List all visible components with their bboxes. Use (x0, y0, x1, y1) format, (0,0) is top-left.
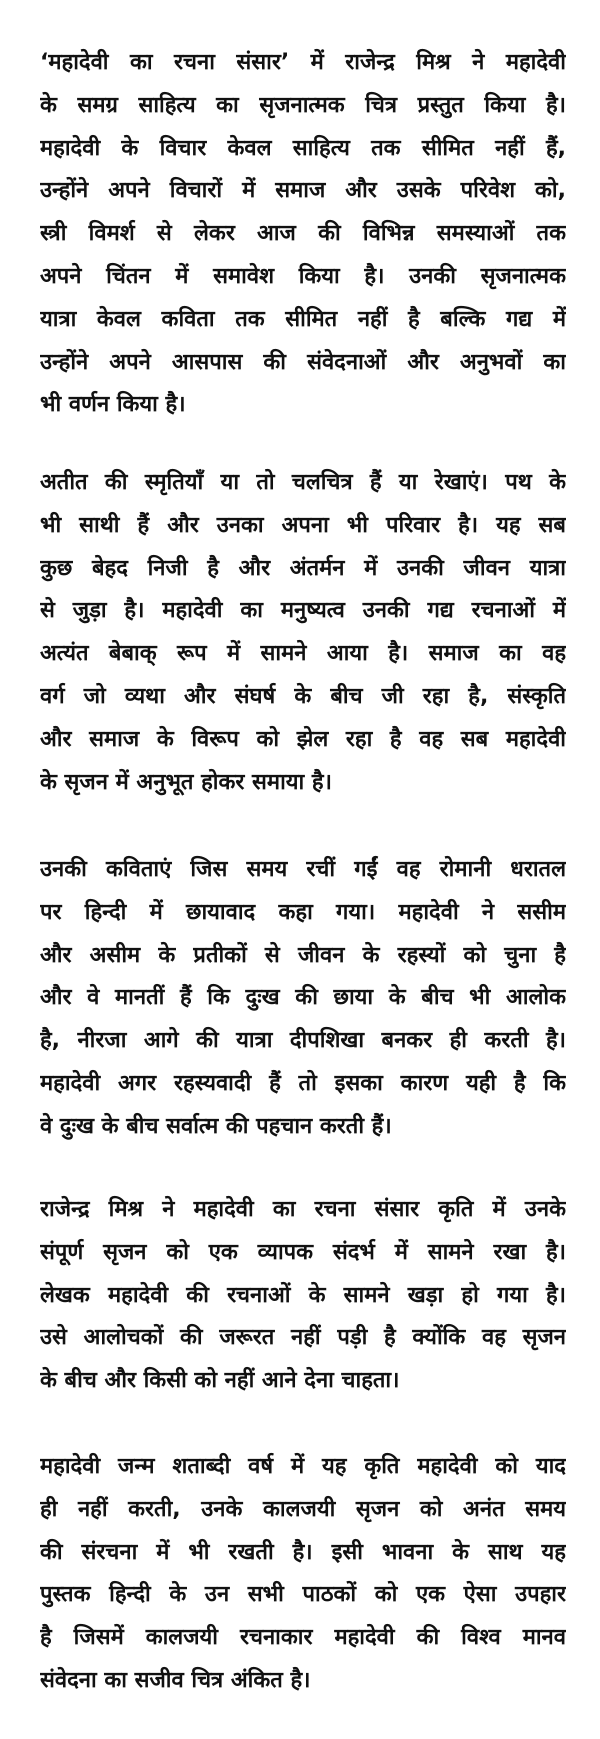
text-line: पर हिन्दी में छायावाद कहा गया। महादेवी ने ससीम (40, 899, 566, 925)
text-line: है जिसमें कालजयी रचनाकार महादेवी की विश्व मानव (40, 1625, 566, 1651)
text-line: उन्होंने अपने विचारों में समाज और उसके परिवेश को, (40, 178, 566, 204)
text-line: अतीत की स्मृतियाँ या तो चलचित्र हैं या रेखाएं। पथ के (40, 470, 566, 495)
text-line: उन्होंने अपने आसपास की संवेदनाओं और अनुभवों का (40, 349, 566, 375)
text-line: महादेवी जन्म शताब्दी वर्ष में यह कृति महादेवी को याद (40, 1454, 566, 1479)
text-line: की संरचना में भी रखती है। इसी भावना के साथ यह (40, 1539, 566, 1565)
text-line: कुछ बेहद निजी है और अंतर्मन में उनकी जीवन यात्रा (40, 555, 566, 581)
text-line: है, नीरजा आगे की यात्रा दीपशिखा बनकर ही करती है। (40, 1028, 566, 1054)
text-line: अपने चिंतन में समावेश किया है। उनकी सृजनात्मक (40, 263, 566, 289)
text-line: वर्ग जो व्यथा और संघर्ष के बीच जी रहा है, संस्कृति (40, 683, 566, 709)
text-line: भी वर्णन किया है। (40, 392, 186, 418)
text-line: राजेन्द्र मिश्र ने महादेवी का रचना संसार कृति में उनके (40, 1197, 566, 1222)
text-line: यात्रा केवल कविता तक सीमित नहीं है बल्कि गद्य में (40, 306, 566, 332)
paragraph (40, 1189, 566, 1403)
text-line: लेखक महादेवी की रचनाओं के सामने खड़ा हो गया है। (40, 1282, 566, 1308)
text-line: उनकी कविताएं जिस समय रचीं गईं वह रोमानी धरातल (40, 857, 566, 882)
paragraph (40, 42, 566, 427)
text-line: और असीम के प्रतीकों से जीवन के रहस्यों को चुना है (40, 942, 566, 968)
text-line: और वे मानतीं हैं कि दुःख की छाया के बीच भी आलोक (40, 985, 566, 1011)
text-line: के बीच और किसी को नहीं आने देना चाहता। (40, 1368, 400, 1394)
text-line: पुस्तक हिन्दी के उन सभी पाठकों को एक ऐसा उपहार (40, 1582, 566, 1608)
paragraph (40, 1446, 566, 1703)
paragraph (40, 462, 566, 804)
text-line: महादेवी अगर रहस्यवादी हैं तो इसका कारण यही है कि (40, 1070, 566, 1096)
text-line: संवेदना का सजीव चित्र अंकित है। (40, 1667, 311, 1693)
text-line: उसे आलोचकों की जरूरत नहीं पड़ी है क्योंकि वह सृजन (40, 1325, 566, 1351)
text-line: महादेवी के विचार केवल साहित्य तक सीमित नहीं हैं, (40, 135, 566, 161)
text-line: और समाज के विरूप को झेल रहा है वह सब महादेवी (40, 726, 566, 752)
paragraph (40, 849, 566, 1149)
text-line: ही नहीं करती, उनके कालजयी सृजन को अनंत समय (40, 1496, 566, 1522)
text-line: के समग्र साहित्य का सृजनात्मक चित्र प्रस्तुत किया है। (40, 92, 566, 118)
text-line: भी साथी हैं और उनका अपना भी परिवार है। यह सब (40, 512, 566, 538)
text-line: के सृजन में अनुभूत होकर समाया है। (40, 769, 332, 795)
text-line: संपूर्ण सृजन को एक व्यापक संदर्भ में सामने रखा है। (40, 1239, 566, 1265)
text-line: ‘महादेवी का रचना संसार’ में राजेन्द्र मिश्र ने महादेवी (40, 50, 566, 75)
text-line: वे दुःख के बीच सर्वात्म की पहचान करती हैं। (40, 1113, 392, 1139)
text-line: अत्यंत बेबाक् रूप में सामने आया है। समाज का वह (40, 641, 566, 667)
text-line: स्त्री विमर्श से लेकर आज की विभिन्न समस्याओं तक (40, 221, 566, 247)
text-line: से जुड़ा है। महादेवी का मनुष्यत्व उनकी गद्य रचनाओं में (40, 598, 566, 624)
